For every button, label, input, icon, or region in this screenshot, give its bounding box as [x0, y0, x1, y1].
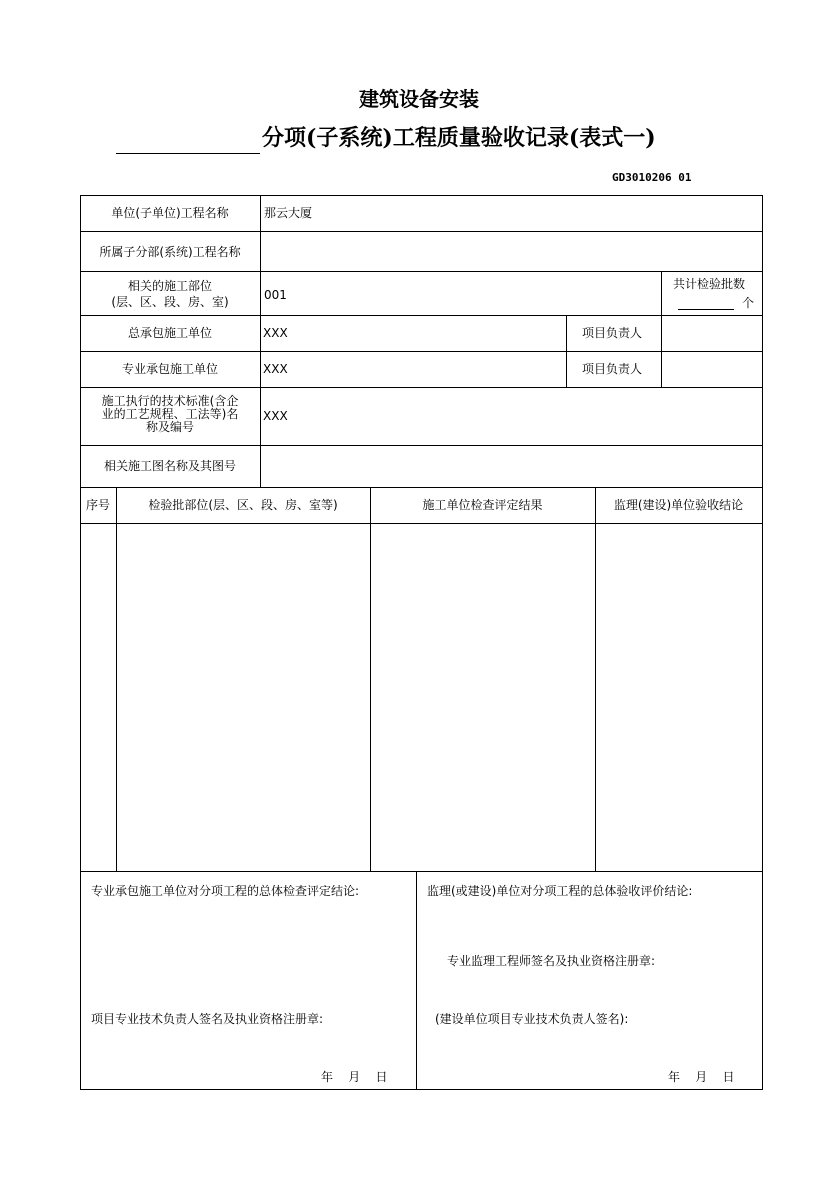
location-label-line2: (层、区、段、房、室) — [111, 295, 229, 309]
general-contractor-label: 总承包施工单位 — [127, 326, 212, 340]
general-contractor-value[interactable]: XXX — [263, 326, 288, 340]
sc-manager-label: 项目负责人 — [582, 362, 643, 376]
table-header-seq: 序号 — [85, 498, 110, 512]
contractor-signature-label: 项目专业技术负责人签名及执业资格注册章: — [91, 1012, 324, 1026]
location-value[interactable]: 001 — [264, 288, 287, 302]
project-name-label: 单位(子单位)工程名称 — [111, 206, 229, 220]
table-body-seq-cell[interactable] — [81, 524, 116, 871]
owner-signature-label: (建设单位项目专业技术负责人签名): — [435, 1012, 629, 1026]
standard-label-line2: 业的工艺规程、工法等)名 — [101, 407, 239, 421]
contractor-date: 年 月 日 — [321, 1070, 388, 1084]
batch-count-unit: 个 — [742, 296, 755, 310]
subdivision-label: 所属子分部(系统)工程名称 — [99, 245, 241, 259]
standard-label-line1: 施工执行的技术标准(含企 — [101, 394, 239, 408]
standard-value[interactable]: XXX — [263, 409, 288, 423]
standard-label-line3: 称及编号 — [145, 420, 194, 434]
contractor-conclusion-title: 专业承包施工单位对分项工程的总体检查评定结论: — [91, 884, 360, 898]
table-header-contractor-result: 施工单位检查评定结果 — [422, 498, 543, 512]
location-label-line1: 相关的施工部位 — [127, 279, 212, 293]
table-header-supervisor-conclusion: 监理(建设)单位验收结论 — [613, 498, 744, 512]
table-body-result-cell[interactable] — [371, 524, 595, 871]
table-header-location: 检验批部位(层、区、段、房、室等) — [148, 498, 338, 512]
specialty-contractor-label: 专业承包施工单位 — [121, 362, 218, 376]
super-title: 建筑设备安装 — [359, 87, 479, 111]
form-code: GD3010206 01 — [612, 171, 692, 184]
batch-count-label: 共计检验批数 — [673, 277, 746, 291]
supervisor-date: 年 月 日 — [668, 1070, 735, 1084]
supervisor-conclusion-title: 监理(或建设)单位对分项工程的总体验收评价结论: — [427, 884, 693, 898]
drawing-label: 相关施工图名称及其图号 — [103, 459, 236, 473]
specialty-contractor-value[interactable]: XXX — [263, 362, 288, 376]
gc-manager-label: 项目负责人 — [582, 326, 643, 340]
title-fill-blank — [116, 153, 260, 154]
main-title: 分项(子系统)工程质量验收记录(表式一) — [262, 125, 656, 151]
project-name-value[interactable]: 那云大厦 — [264, 206, 313, 220]
supervisor-engineer-label: 专业监理工程师签名及执业资格注册章: — [447, 954, 656, 968]
batch-count-blank[interactable] — [678, 309, 734, 310]
table-body-conclusion-cell[interactable] — [596, 524, 762, 871]
table-body-location-cell[interactable] — [117, 524, 370, 871]
